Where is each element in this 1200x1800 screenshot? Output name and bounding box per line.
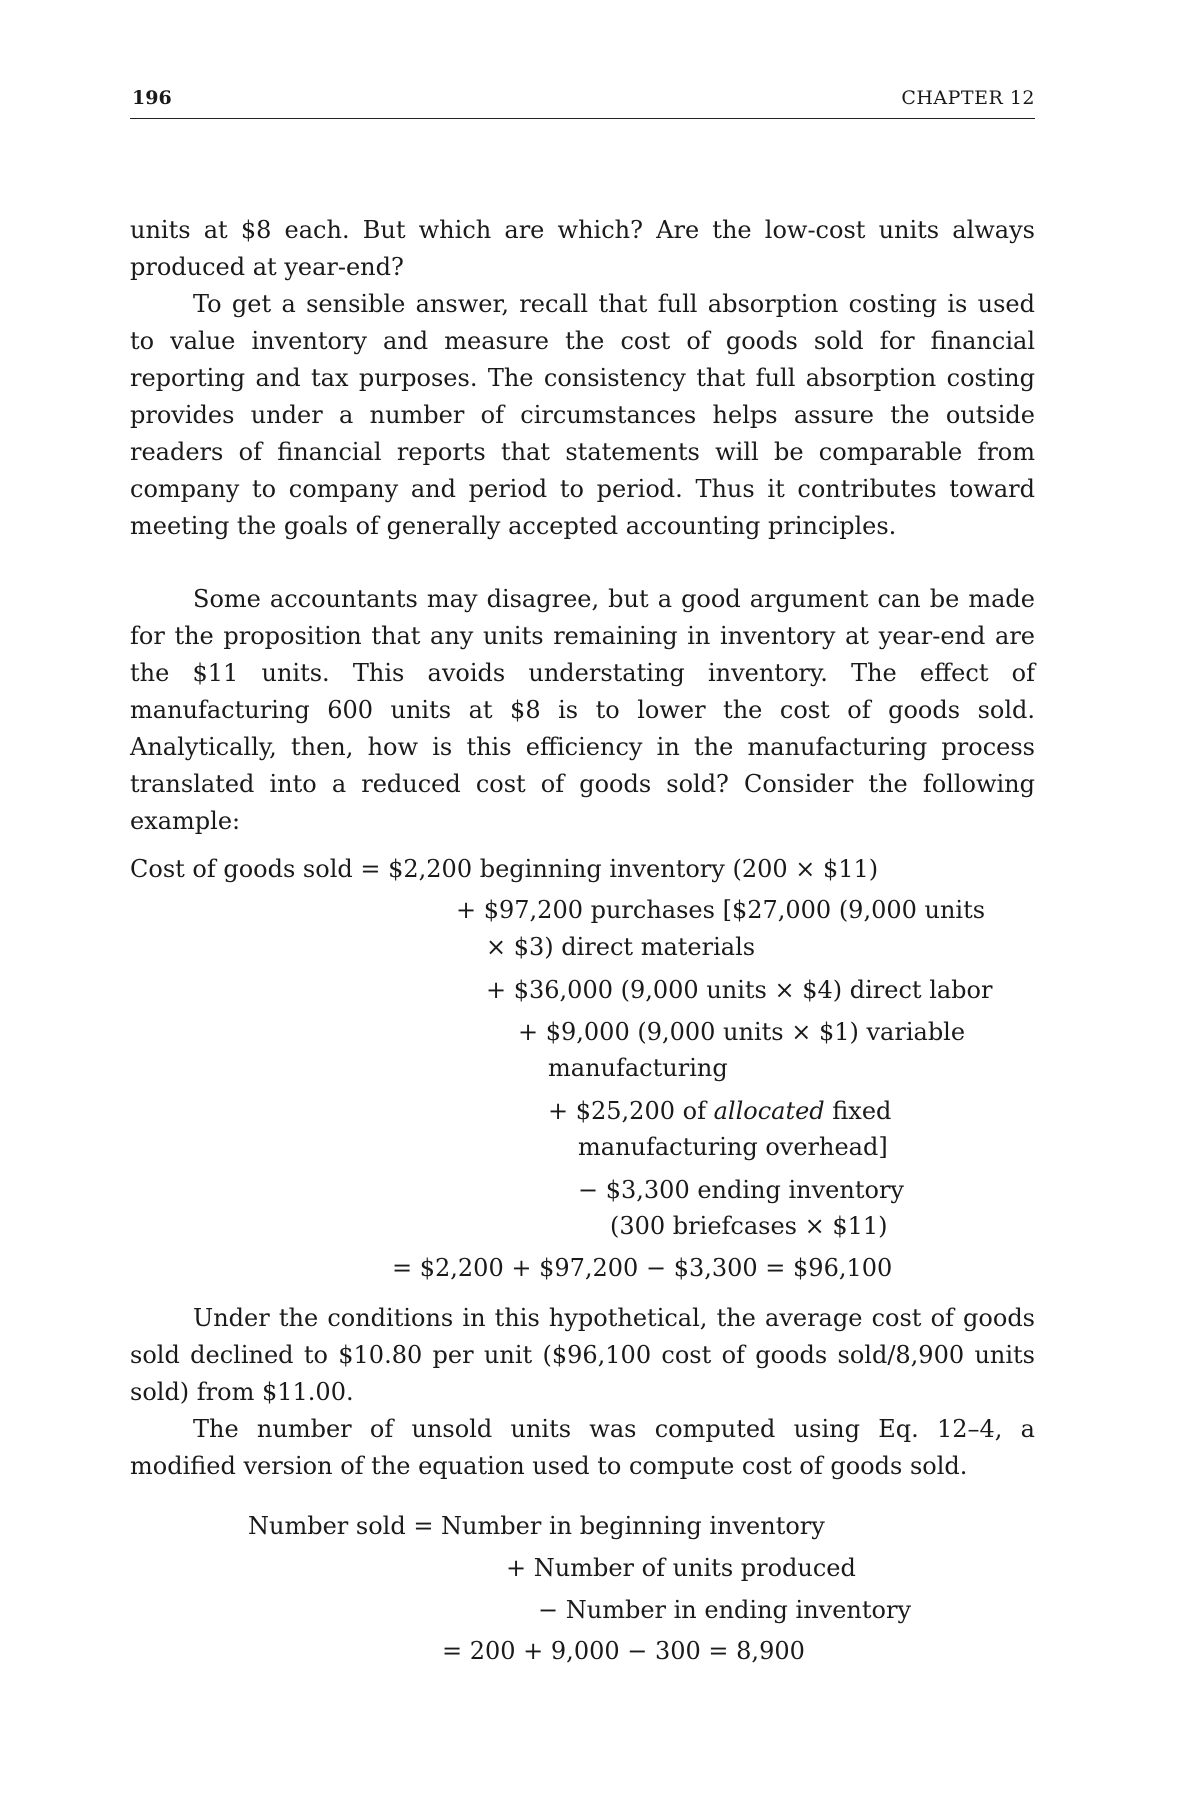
paragraph-hypothetical: Under the conditions in this hypothetical, the average cost of goods sold declined to $10.80 per unit ($96,100 cost of goods sold/8,900 units sold) from $11.00. <box>130 1304 1035 1406</box>
cogs-line-4: + $36,000 (9,000 units × $4) direct labor <box>486 976 993 1004</box>
page-number: 196 <box>132 87 172 109</box>
cogs-line-7-prefix: + $25,200 of <box>548 1097 714 1125</box>
cogs-line-7 <box>548 1093 891 1130</box>
cogs-line-11: = $2,200 + $97,200 − $3,300 = $96,100 <box>392 1254 893 1282</box>
cogs-line-6: manufacturing <box>548 1054 728 1082</box>
cogs-line-9: − $3,300 ending inventory <box>578 1176 904 1204</box>
cogs-line-1: Cost of goods sold = $2,200 beginning inventory (200 × $11) <box>130 855 879 883</box>
cogs-line-7-emphasis: allocated <box>713 1097 825 1125</box>
running-head: CHAPTER 12 <box>901 87 1035 109</box>
paragraph-unsold-units: The number of unsold units was computed using Eq. 12–4, a modified version of the equation used to compute cost of goods sold. <box>130 1415 1035 1480</box>
paragraph-continued: units at $8 each. But which are which? Are the low-cost units always produced at year-end? <box>130 216 1035 281</box>
units-line-2: + Number of units produced <box>506 1554 856 1582</box>
cogs-line-7-suffix: fixed <box>824 1097 892 1125</box>
cogs-line-8: manufacturing overhead] <box>578 1133 888 1161</box>
units-line-1: Number sold = Number in beginning inventory <box>248 1512 825 1540</box>
units-line-3: − Number in ending inventory <box>538 1596 912 1624</box>
cogs-line-3: × $3) direct materials <box>486 933 756 961</box>
cogs-line-5: + $9,000 (9,000 units × $1) variable <box>518 1018 966 1046</box>
paragraph-absorption-costing: To get a sensible answer, recall that full absorption costing is used to value inventory and measure the cost of goods sold for financial reporting and tax purposes. The consistency that full absorption costing provides under a number of circumstances helps assure the outside readers of financial reports that statements will be comparable from company to company and period to period. Thus it contributes toward meeting the goals of generally accepted accounting principles. <box>130 290 1035 540</box>
page-header <box>130 82 1035 119</box>
cogs-line-10: (300 briefcases × $11) <box>610 1212 888 1240</box>
cogs-line-2: + $97,200 purchases [$27,000 (9,000 units <box>456 896 986 924</box>
paragraph-argument: Some accountants may disagree, but a good argument can be made for the proposition that any units remaining in inventory at year-end are the $11 units. This avoids understating inventory. The effect of manufacturing 600 units at $8 is to lower the cost of goods sold. Analytically, then, how is this efficiency in the manufacturing process translated into a reduced cost of goods sold? Consider the following example: <box>130 585 1035 835</box>
units-line-4: = 200 + 9,000 − 300 = 8,900 <box>442 1637 805 1665</box>
